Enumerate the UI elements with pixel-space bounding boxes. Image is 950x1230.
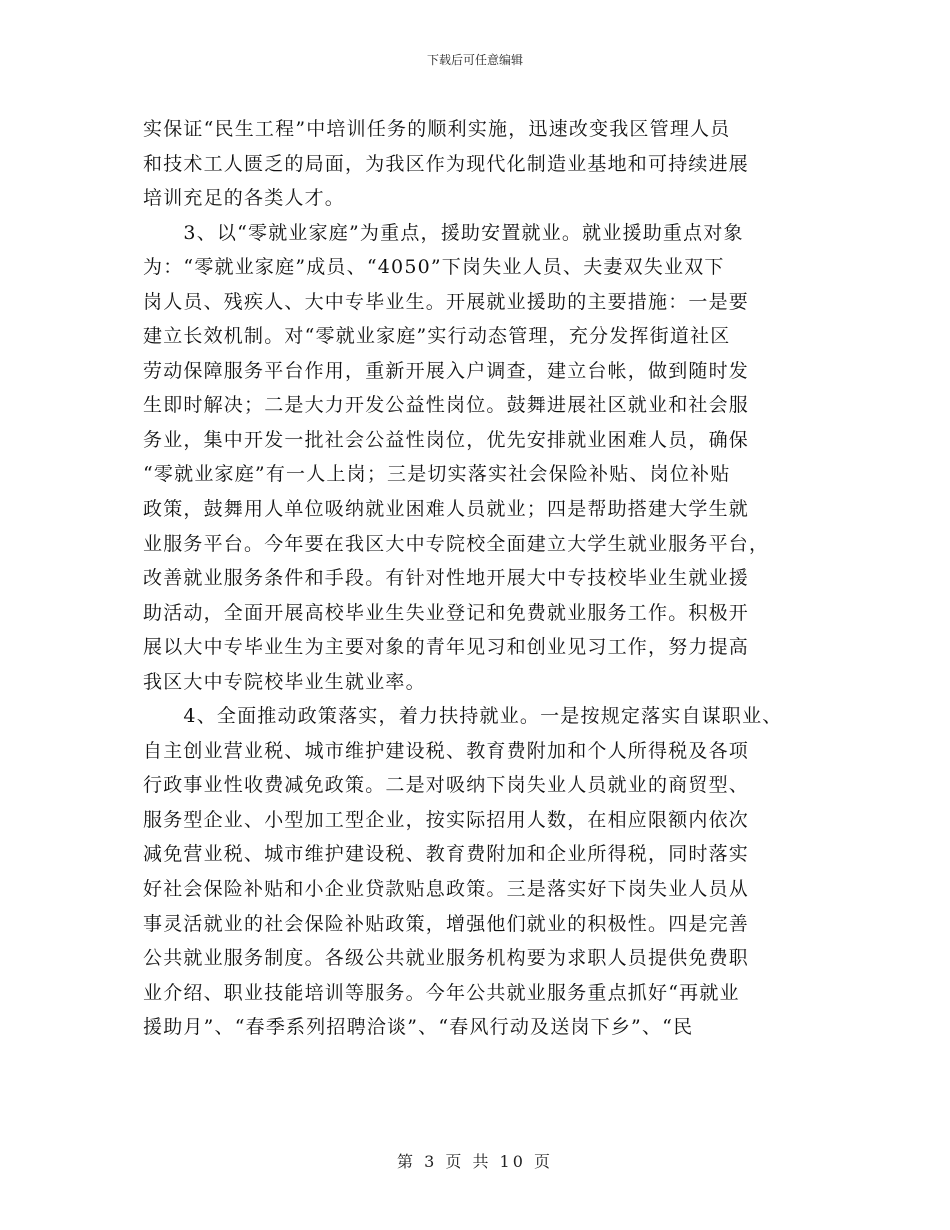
page-header-note: 下载后可任意编辑 <box>426 53 523 67</box>
body-line: 务业，集中开发一批社会公益性岗位，优先安排就业困难人员，确保 <box>143 428 750 451</box>
body-line: 4、全面推动政策落实，着力扶持就业。一是按规定落实自谋职业、 <box>143 705 783 728</box>
body-line: 建立长效机制。对“零就业家庭”实行动态管理，充分发挥街道社区 <box>143 325 731 348</box>
body-line: 政策，鼓舞用人单位吸纳就业困难人员就业；四是帮助搭建大学生就 <box>143 498 750 521</box>
body-line: 岗人员、残疾人、大中专毕业生。开展就业援助的主要措施：一是要 <box>143 290 750 313</box>
body-line: 行政事业性收费减免政策。二是对吸纳下岗失业人员就业的商贸型、 <box>143 774 750 797</box>
body-line: “零就业家庭”有一人上岗；三是切实落实社会保险补贴、岗位补贴 <box>143 463 731 486</box>
body-line: 改善就业服务条件和手段。有针对性地开展大中专技校毕业生就业援 <box>143 567 750 590</box>
body-line: 减免营业税、城市维护建设税、教育费附加和企业所得税，同时落实 <box>143 843 750 866</box>
body-line: 劳动保障服务平台作用，重新开展入户调查，建立台帐，做到随时发 <box>143 359 750 382</box>
body-line: 自主创业营业税、城市维护建设税、教育费附加和个人所得税及各项 <box>143 739 750 762</box>
page-number-footer: 第 3 页 共 10 页 <box>397 1152 553 1171</box>
body-line: 展以大中专毕业生为主要对象的青年见习和创业见习工作，努力提高 <box>143 636 750 659</box>
body-line: 援助月”、“春季系列招聘洽谈”、“春风行动及送岗下乡”、“民 <box>143 1016 694 1039</box>
body-line: 3、以“零就业家庭”为重点，援助安置就业。就业援助重点对象 <box>143 221 744 244</box>
body-line: 业介绍、职业技能培训等服务。今年公共就业服务重点抓好“再就业 <box>143 981 740 1004</box>
body-line: 实保证“民生工程”中培训任务的顺利实施，迅速改变我区管理人员 <box>143 118 731 140</box>
body-line: 好社会保险补贴和小企业贷款贴息政策。三是落实好下岗失业人员从 <box>143 878 750 901</box>
body-line: 和技术工人匮乏的局面，为我区作为现代化制造业基地和可持续进展 <box>143 152 750 175</box>
document-body <box>143 112 808 1045</box>
body-line: 培训充足的各类人才。 <box>143 187 346 210</box>
body-line: 事灵活就业的社会保险补贴政策，增强他们就业的积极性。四是完善 <box>143 912 750 935</box>
body-line: 助活动，全面开展高校毕业生失业登记和免费就业服务工作。积极开 <box>143 601 750 624</box>
body-line: 服务型企业、小型加工型企业，按实际招用人数，在相应限额内依次 <box>143 808 750 831</box>
body-line: 我区大中专院校毕业生就业率。 <box>143 670 426 693</box>
body-line: 业服务平台。今年要在我区大中专院校全面建立大学生就业服务平台， <box>143 532 770 555</box>
body-line: 为：“零就业家庭”成员、“4050”下岗失业人员、夫妻双失业双下 <box>143 256 725 279</box>
body-line: 生即时解决；二是大力开发公益性岗位。鼓舞进展社区就业和社会服 <box>143 394 750 417</box>
body-line: 公共就业服务制度。各级公共就业服务机构要为求职人员提供免费职 <box>143 947 750 970</box>
